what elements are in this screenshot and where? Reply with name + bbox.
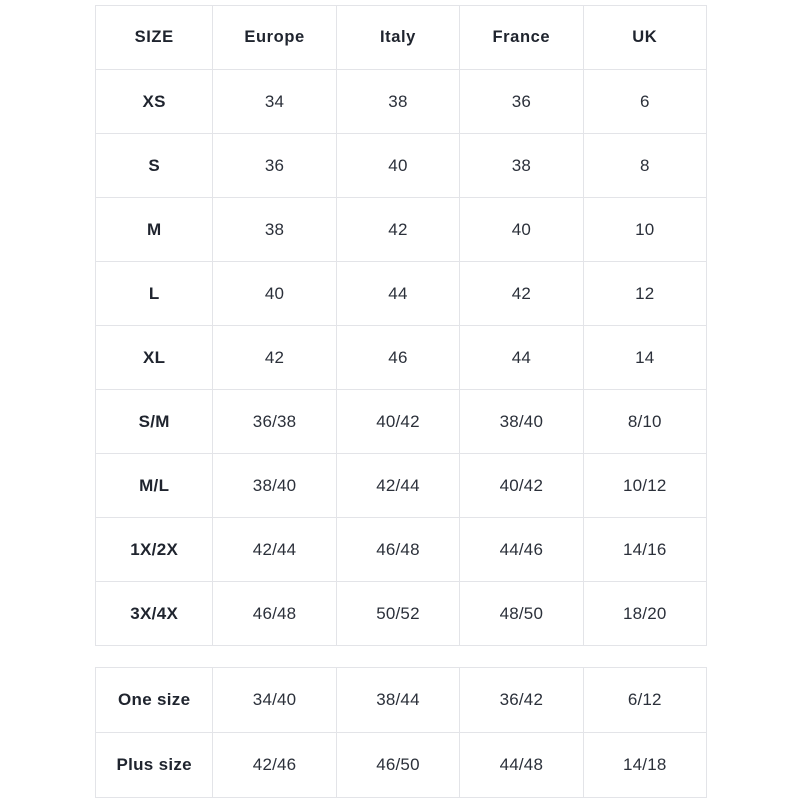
cell-france: 40/42	[460, 454, 583, 518]
cell-italy: 38	[336, 70, 459, 134]
cell-france: 42	[460, 262, 583, 326]
cell-italy: 44	[336, 262, 459, 326]
cell-uk: 14/18	[583, 733, 706, 798]
row-label: One size	[96, 668, 213, 733]
cell-europe: 34/40	[213, 668, 336, 733]
cell-france: 40	[460, 198, 583, 262]
cell-europe: 34	[213, 70, 336, 134]
table-header-row	[96, 6, 707, 70]
cell-italy: 42/44	[336, 454, 459, 518]
cell-france: 36/42	[460, 668, 583, 733]
table-row	[96, 733, 707, 798]
row-label: S	[96, 134, 213, 198]
one-size-conversion-table	[95, 667, 707, 798]
cell-italy: 46	[336, 326, 459, 390]
cell-europe: 42	[213, 326, 336, 390]
size-conversion-table	[95, 5, 707, 646]
cell-uk: 8	[583, 134, 706, 198]
cell-uk: 10/12	[583, 454, 706, 518]
cell-europe: 46/48	[213, 582, 336, 646]
cell-france: 36	[460, 70, 583, 134]
cell-france: 44	[460, 326, 583, 390]
column-header-size: SIZE	[96, 6, 213, 70]
cell-uk: 12	[583, 262, 706, 326]
table-row	[96, 326, 707, 390]
row-label: S/M	[96, 390, 213, 454]
cell-italy: 46/48	[336, 518, 459, 582]
table-row	[96, 262, 707, 326]
table-row	[96, 70, 707, 134]
cell-uk: 10	[583, 198, 706, 262]
cell-europe: 38/40	[213, 454, 336, 518]
table-row	[96, 582, 707, 646]
table-row	[96, 134, 707, 198]
cell-europe: 40	[213, 262, 336, 326]
row-label: XS	[96, 70, 213, 134]
cell-europe: 36/38	[213, 390, 336, 454]
cell-france: 44/46	[460, 518, 583, 582]
row-label: M/L	[96, 454, 213, 518]
table-row	[96, 454, 707, 518]
cell-france: 38	[460, 134, 583, 198]
cell-france: 48/50	[460, 582, 583, 646]
column-header-france: France	[460, 6, 583, 70]
column-header-italy: Italy	[336, 6, 459, 70]
table-row	[96, 668, 707, 733]
cell-europe: 36	[213, 134, 336, 198]
cell-uk: 18/20	[583, 582, 706, 646]
row-label: 3X/4X	[96, 582, 213, 646]
row-label: XL	[96, 326, 213, 390]
cell-italy: 42	[336, 198, 459, 262]
row-label: Plus size	[96, 733, 213, 798]
cell-europe: 42/44	[213, 518, 336, 582]
cell-europe: 42/46	[213, 733, 336, 798]
cell-europe: 38	[213, 198, 336, 262]
cell-italy: 46/50	[336, 733, 459, 798]
table-row	[96, 390, 707, 454]
cell-uk: 14	[583, 326, 706, 390]
cell-italy: 38/44	[336, 668, 459, 733]
cell-france: 44/48	[460, 733, 583, 798]
cell-france: 38/40	[460, 390, 583, 454]
cell-uk: 6	[583, 70, 706, 134]
table-row	[96, 198, 707, 262]
cell-italy: 50/52	[336, 582, 459, 646]
column-header-uk: UK	[583, 6, 706, 70]
row-label: M	[96, 198, 213, 262]
cell-uk: 8/10	[583, 390, 706, 454]
cell-uk: 14/16	[583, 518, 706, 582]
row-label: 1X/2X	[96, 518, 213, 582]
cell-italy: 40/42	[336, 390, 459, 454]
cell-italy: 40	[336, 134, 459, 198]
row-label: L	[96, 262, 213, 326]
table-row	[96, 518, 707, 582]
column-header-europe: Europe	[213, 6, 336, 70]
cell-uk: 6/12	[583, 668, 706, 733]
